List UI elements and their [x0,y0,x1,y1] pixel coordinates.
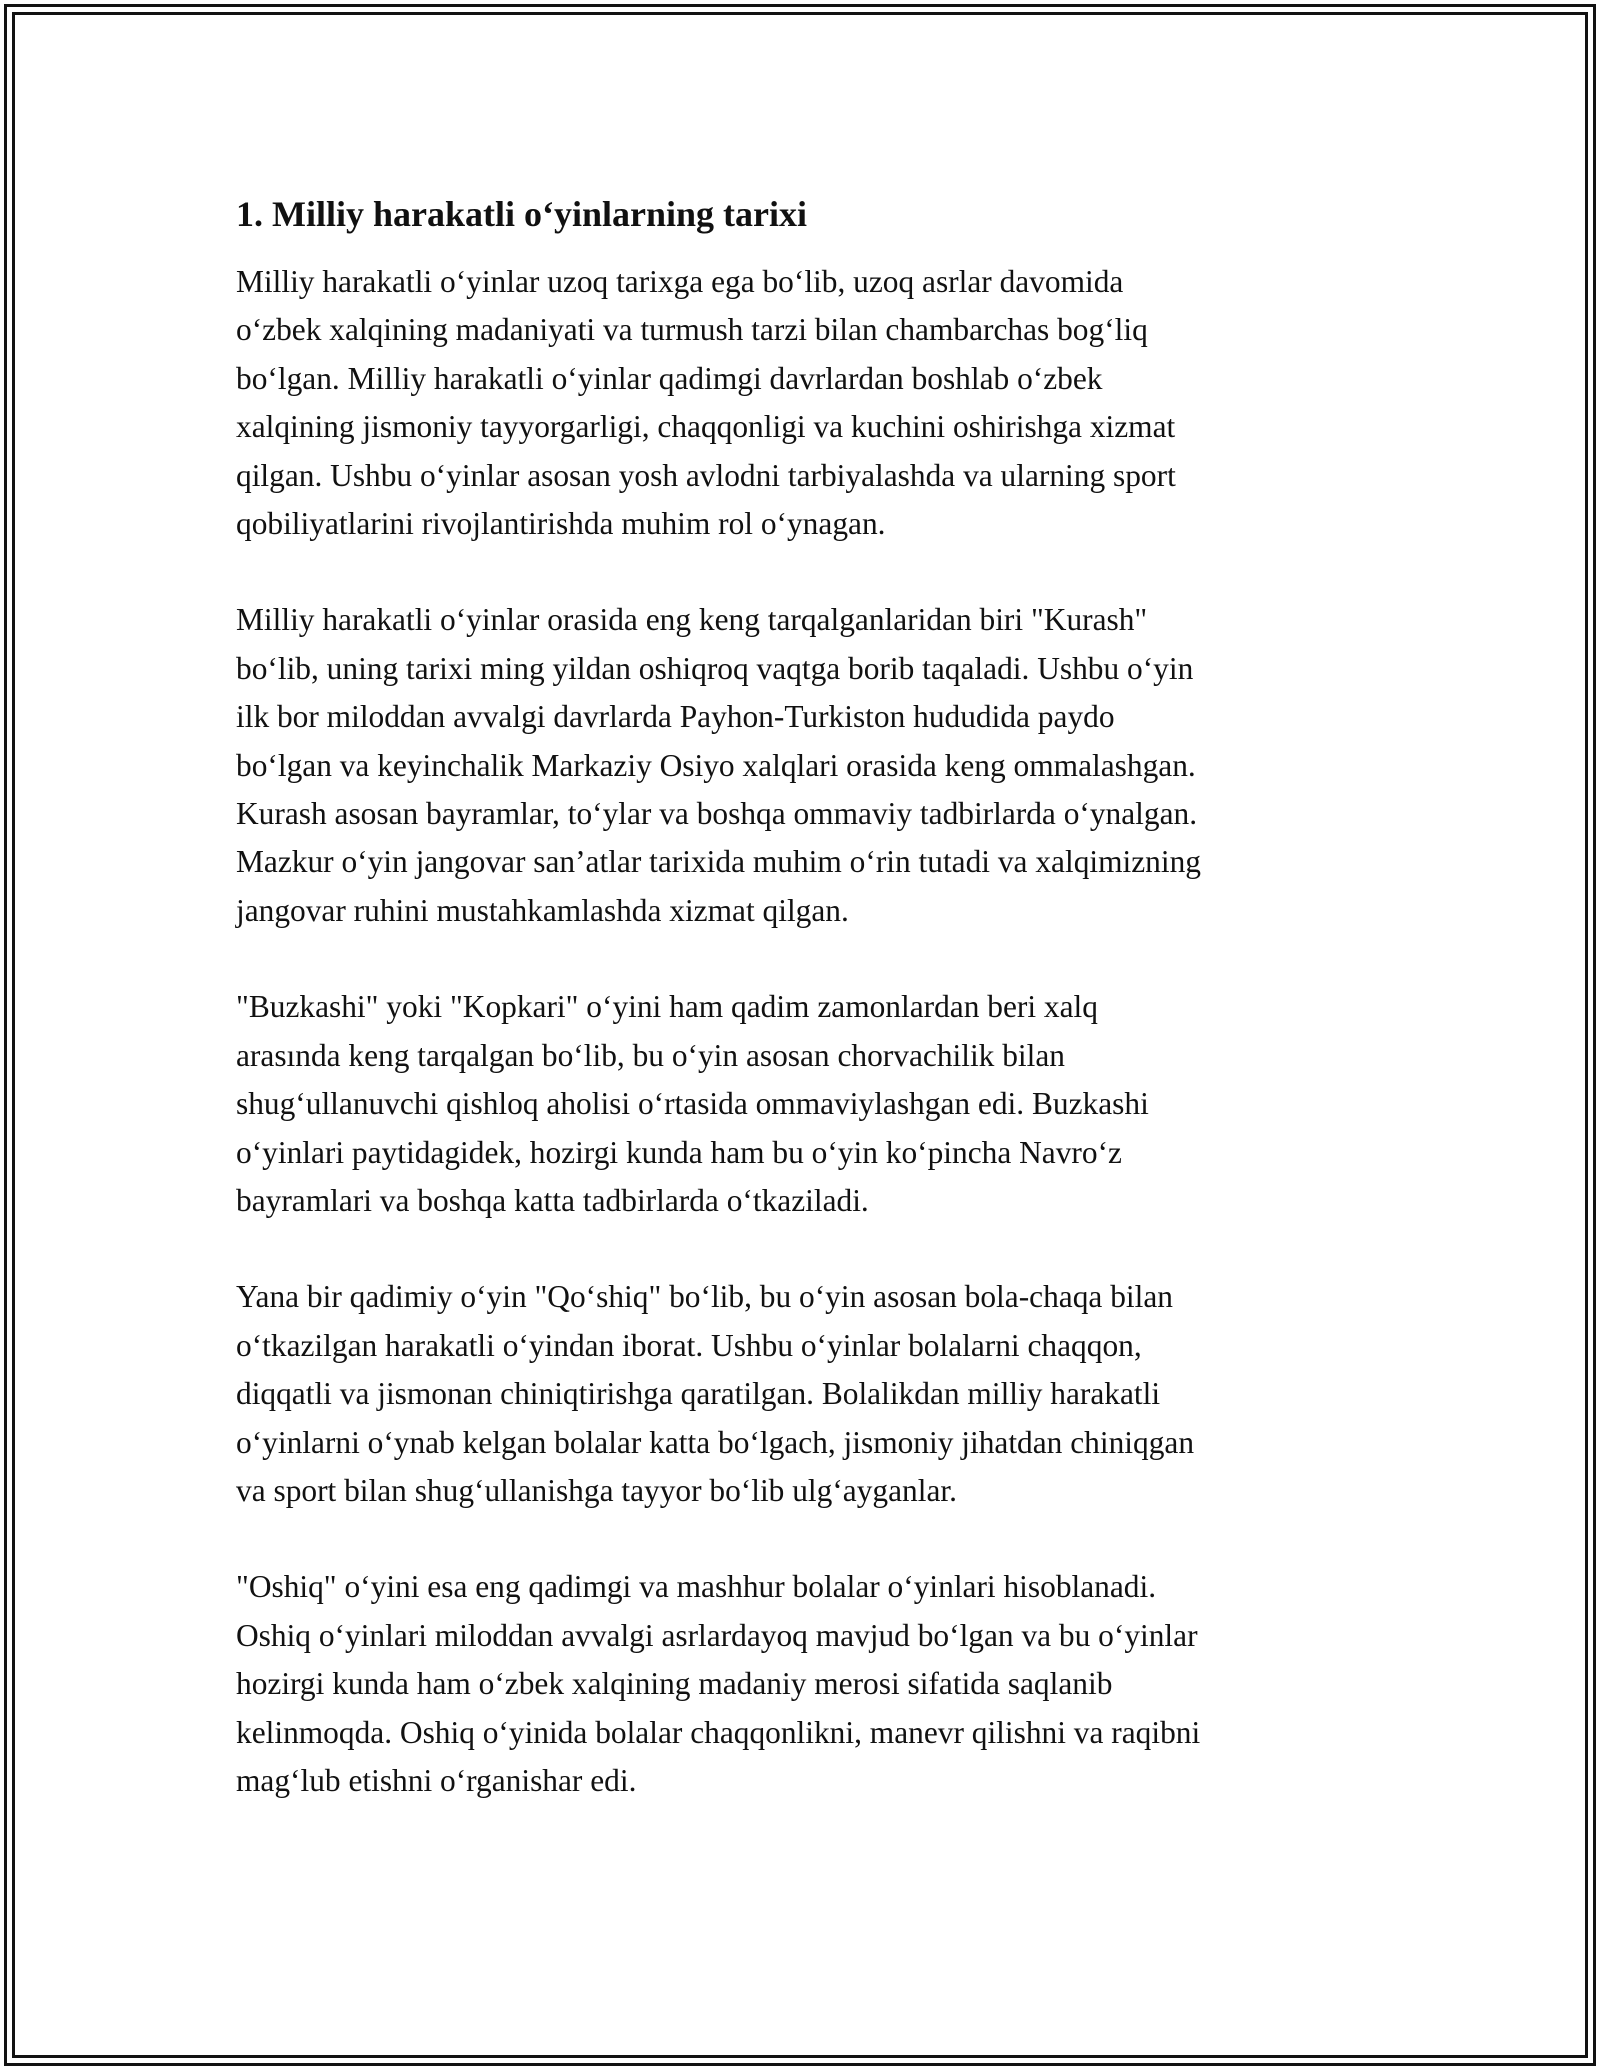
text-line: kelinmoqda. Oshiq o‘yinida bolalar chaqqonlikni, manevr qilishni va raqibni [236,1714,1201,1750]
paragraph [236,258,1376,548]
text-line: va sport bilan shug‘ullanishga tayyor bo‘lib ulg‘ayganlar. [236,1472,957,1508]
text-line: bo‘lib, uning tarixi ming yildan oshiqroq vaqtga borib taqaladi. Ushbu o‘yin [236,650,1194,686]
text-line: "Oshiq" o‘yini esa eng qadimgi va mashhur bolalar o‘yinlari hisoblanadi. [236,1569,1157,1605]
paragraph [236,1273,1376,1515]
paragraph [236,983,1376,1225]
text-line: Milliy harakatli o‘yinlar orasida eng keng tarqalganlaridan biri "Kurash" [236,602,1148,638]
text-line: qilgan. Ushbu o‘yinlar asosan yosh avlodni tarbiyalashda va ularning sport [236,457,1176,493]
text-line: mag‘lub etishni o‘rganishar edi. [236,1762,637,1798]
text-line: Mazkur o‘yin jangovar san’atlar tarixida muhim o‘rin tutadi va xalqimizning [236,844,1201,880]
text-line: diqqatli va jismonan chiniqtirishga qaratilgan. Bolalikdan milliy harakatli [236,1376,1161,1412]
paragraph [236,596,1376,935]
text-line: bo‘lgan va keyinchalik Markaziy Osiyo xalqlari orasida keng ommalashgan. [236,747,1196,783]
text-line: Milliy harakatli o‘yinlar uzoq tarixga ega bo‘lib, uzoq asrlar davomida [236,264,1124,299]
text-line: ilk bor miloddan avvalgi davrlarda Payhon-Turkiston hududida paydo [236,699,1115,735]
paragraph-list [236,258,1376,1805]
text-line: qobiliyatlarini rivojlantirishda muhim rol o‘ynagan. [236,506,886,542]
text-line: bayramlari va boshqa katta tadbirlarda o‘tkaziladi. [236,1182,869,1218]
text-line: o‘yinlari paytidagidek, hozirgi kunda ham bu o‘yin ko‘pincha Navro‘z [236,1134,1122,1170]
text-line: jangovar ruhini mustahkamlashda xizmat qilgan. [236,892,849,928]
text-line: "Buzkashi" yoki "Kopkari" o‘yini ham qadim zamonlardan beri xalq [236,989,1098,1025]
text-line: Yana bir qadimiy o‘yin "Qo‘shiq" bo‘lib, bu o‘yin asosan bola-chaqa bilan [236,1279,1173,1315]
text-line: arasında keng tarqalgan bo‘lib, bu o‘yin asosan chorvachilik bilan [236,1037,1065,1073]
text-line: Kurash asosan bayramlar, to‘ylar va boshqa ommaviy tadbirlarda o‘ynalgan. [236,796,1198,832]
text-line: shug‘ullanuvchi qishloq aholisi o‘rtasida ommaviylashgan edi. Buzkashi [236,1086,1149,1122]
text-line: o‘zbek xalqining madaniyati va turmush tarzi bilan chambarchas bog‘liq [236,312,1148,348]
text-line: o‘yinlarni o‘ynab kelgan bolalar katta bo‘lgach, jismoniy jihatdan chiniqgan [236,1424,1195,1460]
section-heading: 1. Milliy harakatli o‘yinlarning tarixi [236,194,808,234]
text-line: hozirgi kunda ham o‘zbek xalqining madaniy merosi sifatida saqlanib [236,1666,1113,1702]
text-line: bo‘lgan. Milliy harakatli o‘yinlar qadimgi davrlardan boshlab o‘zbek [236,360,1103,396]
document-body [236,186,1376,1853]
text-line: Oshiq o‘yinlari miloddan avvalgi asrlardayoq mavjud bo‘lgan va bu o‘yinlar [236,1617,1198,1653]
text-line: xalqining jismoniy tayyorgarligi, chaqqonligi va kuchini oshirishga xizmat [236,409,1176,445]
paragraph [236,1563,1376,1805]
text-line: o‘tkazilgan harakatli o‘yindan iborat. Ushbu o‘yinlar bolalarni chaqqon, [236,1327,1142,1363]
